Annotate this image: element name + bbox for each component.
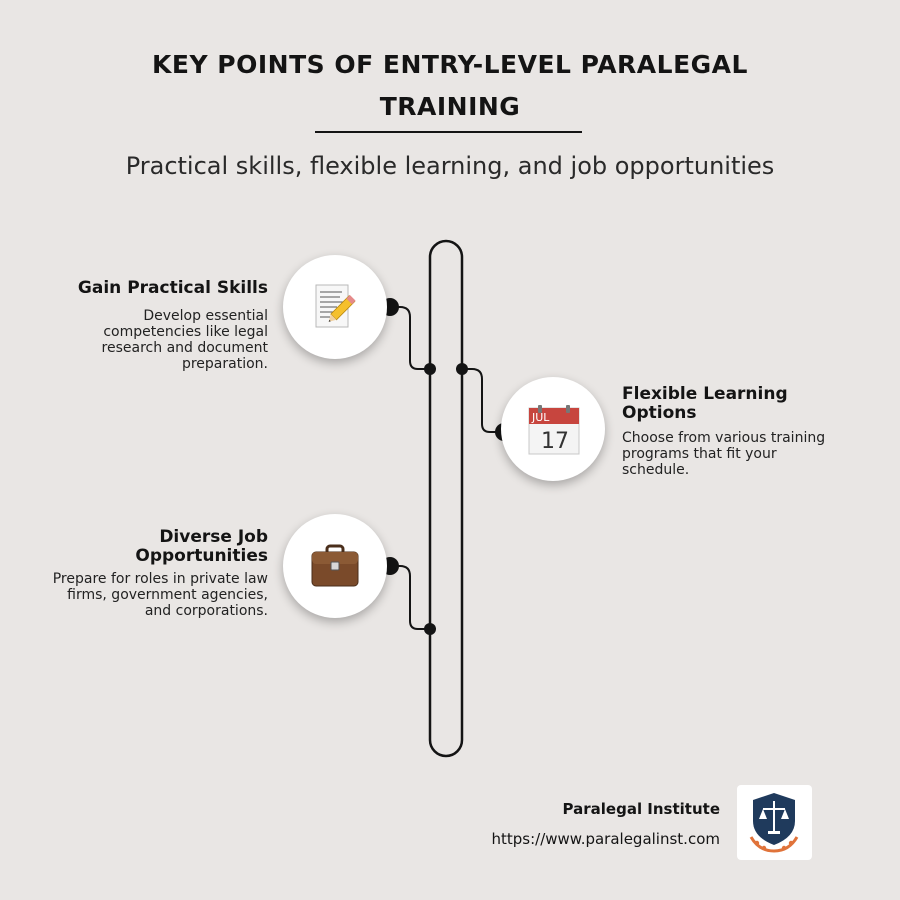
footer-org-name: Paralegal Institute	[562, 800, 720, 818]
connector-2	[462, 369, 504, 432]
page-title: KEY POINTS OF ENTRY-LEVEL PARALEGAL TRAINING	[152, 50, 748, 121]
icon-circle-flexible-learning	[501, 377, 605, 481]
connector-dot-2-start	[456, 363, 468, 375]
connector-3	[390, 566, 430, 629]
scales-of-justice-shield-icon	[737, 785, 812, 860]
footer-url-link[interactable]: https://www.paralegalinst.com	[491, 830, 720, 848]
memo-pencil-icon	[310, 282, 360, 332]
timeline-track	[430, 241, 462, 756]
item-desc-job-opportunities: Prepare for roles in private law firms, government agencies, and corporations.	[52, 571, 268, 619]
item-title-job-opportunities: Diverse Job Opportunities	[135, 527, 268, 566]
connector-dot-1-end	[424, 363, 436, 375]
calendar-icon	[528, 404, 580, 456]
connector-dot-3-end	[424, 623, 436, 635]
item-desc-practical-skills: Develop essential competencies like legal research and document preparation.	[101, 308, 268, 372]
calendar-month: JUL	[532, 411, 550, 424]
footer-logo	[737, 785, 812, 860]
icon-circle-job-opportunities	[283, 514, 387, 618]
item-title-flexible-learning: Flexible Learning Options	[622, 384, 788, 423]
icon-circle-practical-skills	[283, 255, 387, 359]
briefcase-icon	[310, 541, 360, 591]
page-subtitle: Practical skills, flexible learning, and job opportunities	[125, 152, 775, 180]
connector-1	[390, 307, 430, 369]
item-title-practical-skills: Gain Practical Skills	[77, 278, 268, 298]
calendar-day: 17	[541, 429, 569, 454]
item-desc-flexible-learning: Choose from various training programs that fit your schedule.	[622, 430, 826, 478]
